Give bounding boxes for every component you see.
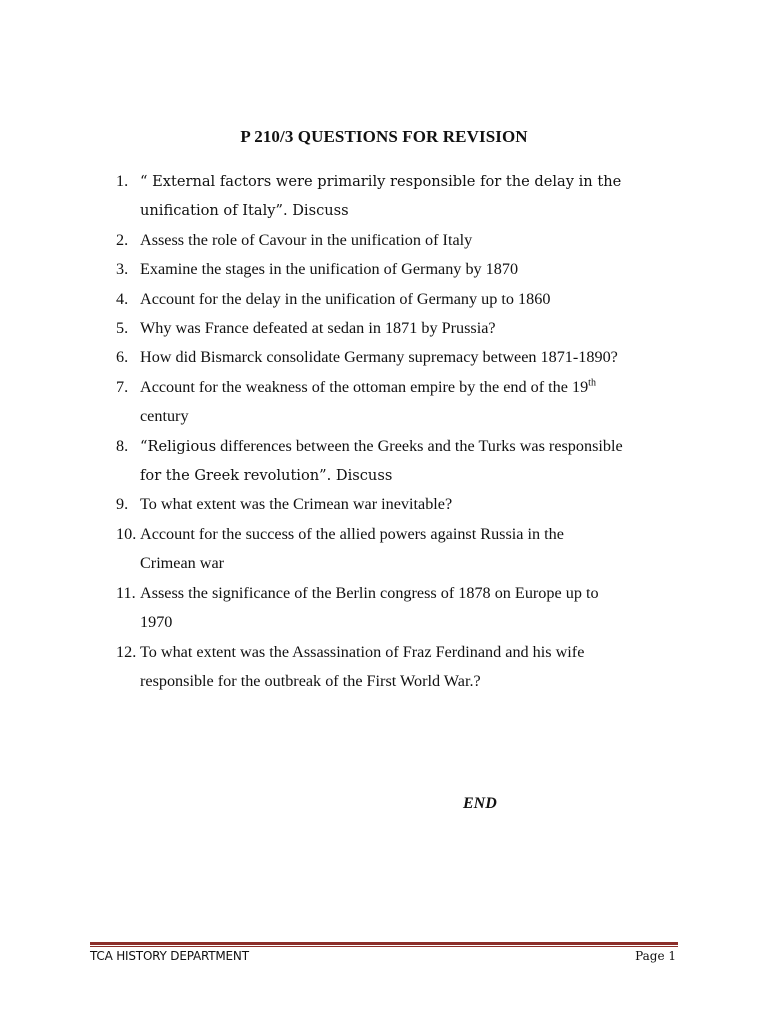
question-number: 1.: [116, 172, 129, 190]
question-line: To what extent was the Assassination of Fraz Ferdinand and his wife: [140, 642, 585, 661]
question-item-5: [100, 314, 700, 343]
emphasized-word: Religious: [147, 437, 217, 455]
question-text: To what extent was the Crimean war inevitable?: [140, 495, 453, 514]
ordinal-superscript: th: [588, 377, 596, 389]
footer-divider: [90, 942, 678, 947]
question-text: [140, 437, 623, 484]
question-text: Examine the stages in the unification of Germany by 1870: [140, 260, 519, 279]
footer-page-number: Page 1: [635, 949, 676, 963]
question-line: unification of Italy”. Discuss: [140, 202, 349, 220]
question-text: [140, 584, 599, 631]
question-text: [140, 643, 584, 690]
question-line: Crimean war: [140, 554, 225, 573]
question-number: 8.: [116, 436, 129, 455]
question-text: [140, 378, 596, 425]
question-line: Account for the success of the allied powers against Russia in the: [140, 524, 564, 543]
question-list: [100, 167, 700, 696]
question-line: “ External factors were primarily responsible for the delay in the: [140, 173, 622, 190]
question-text: Assess the role of Cavour in the unification of Italy: [140, 230, 473, 249]
question-number: 6.: [116, 348, 129, 367]
page-title: P 210/3 QUESTIONS FOR REVISION: [240, 127, 528, 146]
question-number: 7.: [116, 377, 129, 396]
question-text: How did Bismarck consolidate Germany supremacy between 1871-1890?: [140, 348, 618, 367]
question-item-2: [100, 226, 700, 255]
question-text: [140, 173, 621, 219]
question-item-6: [100, 343, 700, 372]
question-item-7: [100, 373, 700, 432]
question-line: Account for the weakness of the ottoman empire by the end of the 19: [140, 377, 589, 396]
question-line: 1970: [140, 613, 173, 632]
question-line: Assess the significance of the Berlin congress of 1878 on Europe up to: [140, 583, 599, 602]
question-text: Why was France defeated at sedan in 1871 by Prussia?: [140, 319, 496, 338]
footer-department: TCA HISTORY DEPARTMENT: [90, 949, 249, 963]
question-line: for the Greek revolution”. Discuss: [140, 467, 393, 485]
question-item-12: [100, 638, 700, 697]
question-number: 11.: [116, 583, 136, 602]
question-item-3: [100, 255, 700, 284]
footer-rule-thick: [90, 942, 678, 945]
question-item-8: [100, 432, 700, 491]
question-item-4: [100, 285, 700, 314]
question-line: responsible for the outbreak of the First World War.?: [140, 671, 481, 690]
question-number: 4.: [116, 289, 129, 308]
question-number: 10.: [116, 524, 137, 543]
question-item-11: [100, 579, 700, 638]
question-text: [140, 525, 564, 572]
question-number: 3.: [116, 260, 129, 279]
question-number: 2.: [116, 230, 129, 249]
question-number: 9.: [116, 495, 129, 514]
question-number: 5.: [116, 319, 129, 338]
question-line: differences between the Greeks and the Turks was responsible: [216, 436, 623, 455]
question-line: century: [140, 407, 189, 426]
question-item-10: [100, 520, 700, 579]
question-item-1: [100, 167, 700, 226]
question-number: 12.: [116, 642, 137, 661]
open-quote: “: [140, 437, 148, 455]
question-item-9: [100, 490, 700, 519]
question-text: Account for the delay in the unification of Germany up to 1860: [140, 289, 551, 308]
end-label: END: [463, 795, 497, 812]
footer-rule-thin: [90, 946, 678, 947]
